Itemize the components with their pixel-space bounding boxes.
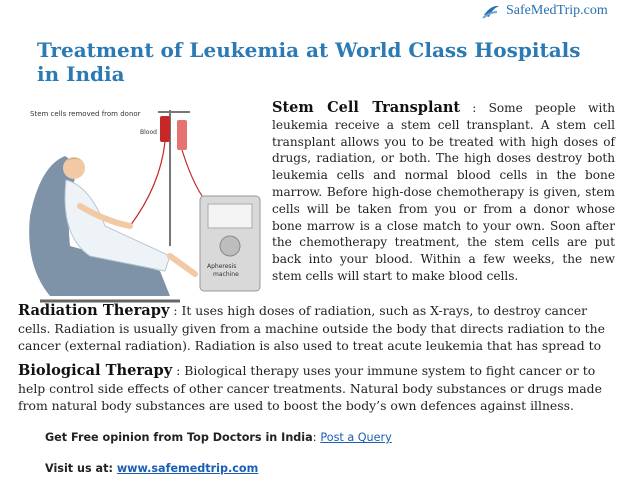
opinion-line xyxy=(45,431,392,444)
stem-cell-paragraph xyxy=(272,100,615,285)
radiation-paragraph xyxy=(18,302,620,357)
apheresis-label-2: machine xyxy=(213,271,239,278)
illustration-caption: Stem cells removed from donor xyxy=(30,110,141,118)
visit-line xyxy=(45,462,258,475)
biological-text: Biological therapy uses your immune system to fight cancer or to help control side effects of other cancer treatments. Natural body substances or drugs made from natural body substances are used to boost the body’s own defences against illness. xyxy=(18,363,602,414)
apheresis-label-1: Apheresis xyxy=(207,263,237,270)
opinion-separator: : xyxy=(312,431,317,444)
stem-cell-text: Some people with leukemia receive a stem cell transplant. A stem cell transplant allows you to be treated with high doses of drugs, radiation, or both. The high doses destroy both leukemia cells and normal blood cells in the bone marrow. Before high-dose chemotherapy is given, stem cells will be taken from you or from a donor whose bone marrow is a close match to your own. Soon after the chemotherapy treatment, the stem cells are put back into your blood. Within a few weeks, the new stem cells will start to make blood cells. xyxy=(272,101,615,283)
stem-cell-transplant-illustration xyxy=(20,96,270,306)
post-query-link[interactable]: Post a Query xyxy=(320,431,392,444)
safemedtrip-logo-icon xyxy=(480,0,502,22)
website-link[interactable]: www.safemedtrip.com xyxy=(116,462,259,475)
brand-logo[interactable] xyxy=(480,0,638,22)
biological-label: Biological Therapy xyxy=(18,362,173,379)
stem-cell-label: Stem Cell Transplant xyxy=(272,99,461,116)
opinion-text: Get Free opinion from Top Doctors in India xyxy=(45,431,313,444)
biological-separator: : xyxy=(172,363,185,378)
radiation-label: Radiation Therapy xyxy=(18,302,170,319)
biological-paragraph xyxy=(18,362,620,415)
stem-cell-separator: : xyxy=(460,101,489,115)
brand-name: SafeMedTrip.com xyxy=(506,3,608,18)
radiation-separator: : xyxy=(169,303,182,318)
visit-text: Visit us at: xyxy=(45,462,113,475)
blood-label: Blood xyxy=(140,129,157,136)
page-title: Treatment of Leukemia at World Class Hospitals in India xyxy=(37,38,581,86)
radiation-text: It uses high doses of radiation, such as X-rays, to destroy cancer cells. Radiation is usually given from a machine outside the body that directs radiation to the cancer (external radiation). Radiation is also used to treat acute leukemia that has spread to xyxy=(18,303,605,354)
